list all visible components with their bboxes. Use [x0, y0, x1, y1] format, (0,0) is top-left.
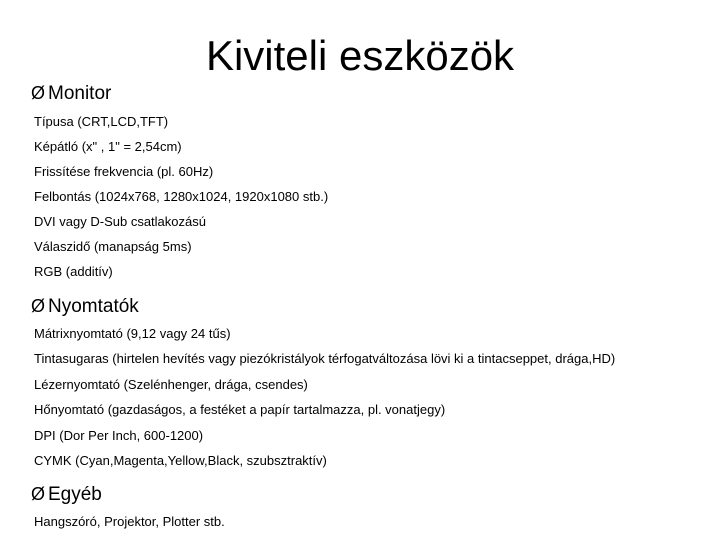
section-heading-label: Monitor	[48, 83, 112, 104]
list-item: Lézernyomtató (Szelénhenger, drága, csendes)	[34, 377, 308, 392]
list-item: Tintasugaras (hirtelen hevítés vagy piezókristályok térfogatváltozása lövi ki a tintacseppet, drága,HD)	[34, 351, 616, 366]
arrow-bullet-icon: Ø	[31, 83, 46, 103]
section-heading-nyomtatok	[31, 295, 139, 318]
list-item: Mátrixnyomtató (9,12 vagy 24 tűs)	[34, 326, 231, 341]
list-item: DVI vagy D-Sub csatlakozású	[34, 214, 206, 229]
list-item: Hangszóró, Projektor, Plotter stb.	[34, 514, 225, 529]
list-item: Hőnyomtató (gazdaságos, a festéket a papír tartalmazza, pl. vonatjegy)	[34, 402, 446, 417]
arrow-bullet-icon: Ø	[31, 484, 46, 504]
list-item: Képátló (x" , 1" = 2,54cm)	[34, 139, 182, 154]
list-item: Felbontás (1024x768, 1280x1024, 1920x1080 stb.)	[34, 189, 329, 204]
list-item: RGB (additív)	[34, 264, 113, 279]
list-item: CYMK (Cyan,Magenta,Yellow,Black, szubsztraktív)	[34, 453, 327, 468]
section-heading-monitor	[31, 82, 111, 105]
section-heading-label: Nyomtatók	[48, 296, 139, 317]
slide-title: Kiviteli eszközök	[205, 32, 515, 79]
list-item: Típusa (CRT,LCD,TFT)	[34, 114, 169, 129]
arrow-bullet-icon: Ø	[31, 296, 46, 316]
list-item: Frissítése frekvencia (pl. 60Hz)	[34, 164, 214, 179]
list-item: Válaszidő (manapság 5ms)	[34, 239, 192, 254]
section-heading-egyeb	[31, 483, 102, 506]
list-item: DPI (Dor Per Inch, 600-1200)	[34, 428, 204, 443]
section-heading-label: Egyéb	[48, 484, 102, 505]
